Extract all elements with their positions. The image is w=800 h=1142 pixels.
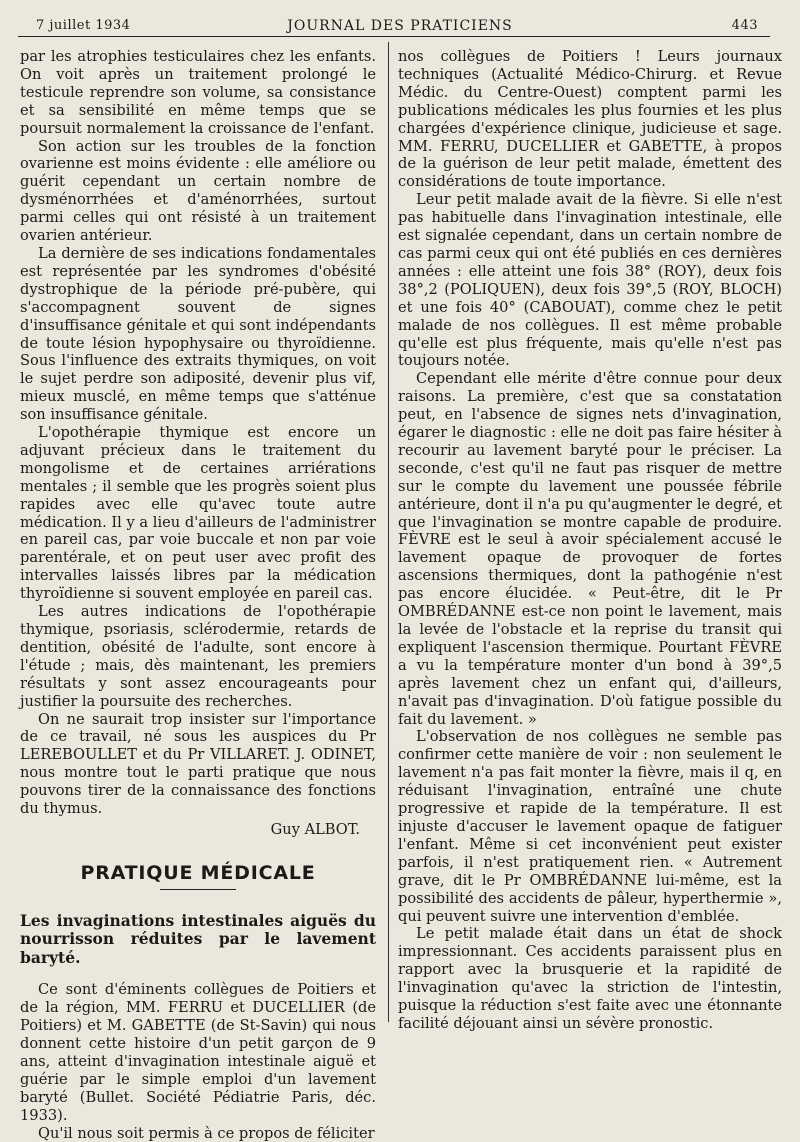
paragraph: Qu'il nous soit permis à ce propos de féliciter (38, 1124, 375, 1142)
paragraph: Ce sont d'éminents collègues de Poitiers et de la région, MM. FERRU et DUCELLIER (de Poitiers) et M. GABETTE (de St-Savin) qui nous donnent cette histoire d'un petit garçon de 9 ans, atteint d'invagination intestinale aiguë et guérie par le simple emploi d'un lavement baryté (Bullet. Société Pédiatrie Paris, déc. 1933). (20, 981, 376, 1124)
section-title: PRATIQUE MÉDICALE (80, 861, 316, 884)
section-title-rule (160, 889, 236, 890)
paragraph: L'observation de nos collègues ne semble pas confirmer cette manière de voir : non seulement le lavement n'a pas fait monter la fièvre, mais il q, en réduisant l'invagination, entraîné une chute progressive et rapide de la température. Il est injuste d'accuser le lavement opaque de fatiguer l'enfant. Même si cet inconvénient peut exister parfois, il n'est pratiquement rien. « Autrement grave, dit le Pr OMBRÉDANNE lui-même, est la possibilité des accidents de pâleur, hyperthermie », qui peuvent suivre une intervention d'emblée. (398, 728, 782, 925)
paragraph: Leur petit malade avait de la fièvre. Si elle n'est pas habituelle dans l'invagination intestinale, elle est signalée cependant, dans un certain nombre de cas parmi ceux qui ont été publiés en ces dernières années : elle atteint une fois 38° (ROY), deux fois 38°,2 (POLIQUEN), deux fois 39°,5 (ROY, BLOCH) et une fois 40° (CABOUAT), comme chez le petit malade de nos collègues. Il est même probable qu'elle est plus fréquente, mais qu'elle n'est pas toujours notée. (398, 191, 782, 370)
paragraph: On ne saurait trop insister sur l'importance de ce travail, né sous les auspices du Pr LEREBOULLET et du Pr VILLARET. J. ODINET, nous montre tout le parti pratique que nous pouvons tirer de la connaissance des fonctions du thymus. (20, 710, 376, 818)
page-number: 443 (731, 18, 758, 33)
right-column (398, 48, 782, 1033)
paragraph: nos collègues de Poitiers ! Leurs journaux techniques (Actualité Médico-Chirurg. et Revue Médic. du Centre-Ouest) comptent parmi les publications médicales les plus fournies et les plus chargées d'expérience clinique, judicieuse et sage. MM. FERRU, DUCELLIER et GABETTE, à propos de la guérison de leur petit malade, émettent des considérations de toute importance. (398, 48, 782, 191)
paragraph: Le petit malade était dans un état de shock impressionnant. Ces accidents paraissent plus en rapport avec la brusquerie et la rapidité de l'invagination qu'avec la striction de l'intestin, puisque la réduction s'est faite avec une étonnante facilité déjouant ainsi un sévère pronostic. (398, 925, 782, 1032)
paragraph: Les autres indications de l'opothérapie thymique, psoriasis, sclérodermie, retards de dentition, obésité de l'adulte, sont encore à l'étude ; mais, dès maintenant, les premiers résultats y sont assez encourageants pour justifier la poursuite des recherches. (20, 603, 376, 710)
paragraph: Cependant elle mérite d'être connue pour deux raisons. La première, c'est que sa constatation peut, en l'absence de signes nets d'invagination, égarer le diagnostic : elle ne doit pas faire hésiter à recourir au lavement baryté pour le préciser. La seconde, c'est qu'il ne faut pas risquer de mettre sur le compte du lavement une poussée fébrile antérieure, dont il n'a pu qu'augmenter le degré, et que l'invagination se montre capable de produire. FÈVRE est le seul à avoir spécialement accusé le lavement opaque de provoquer de fortes ascensions thermiques, dont la pathogénie n'est pas encore élucidée. « Peut-être, dit le Pr OMBRÉDANNE est-ce non point le lavement, mais la levée de l'obstacle et la reprise du transit qui expliquent l'ascension thermique. Pourtant FÈVRE a vu la température monter d'un bond à 39°,5 après lavement chez un enfant qui, d'ailleurs, n'avait pas d'invagination. D'où fatigue possible du fait du lavement. » (398, 370, 782, 728)
paragraph: par les atrophies testiculaires chez les enfants. On voit après un traitement prolongé le testicule reprendre son volume, sa consistance et sa sensibilité en même temps que se poursuit normalement la croissance de l'enfant. (20, 48, 376, 137)
page-header (22, 14, 778, 36)
journal-title: JOURNAL DES PRATICIENS (287, 18, 513, 34)
header-rule (18, 36, 770, 37)
paragraph: La dernière de ses indications fondamentales est représentée par les syndromes d'obésité dystrophique de la période pré-pubère, qui s'accompagnent souvent de signes d'insuffisance génitale et qui sont indépendants de toute lésion hypophysaire ou thyroïdienne. Sous l'influence des extraits thymiques, on voit le sujet perdre son adiposité, devenir plus vif, mieux musclé, en même temps que s'atténue son insuffisance génitale. (20, 244, 376, 424)
paragraph: Son action sur les troubles de la fonction ovarienne est moins évidente : elle améliore ou guérit cependant un certain nombre de dysménorrhées et d'aménorrhées, surtout parmi celles qui ont résisté à un traitement ovarien antérieur. (20, 137, 376, 245)
author-signature: Guy ALBOT. (270, 820, 360, 838)
paragraph: L'opothérapie thymique est encore un adjuvant précieux dans le traitement du mongolisme et de certaines arriérations mentales ; il semble que les progrès soient plus rapides avec elle qu'avec toute autre médication. Il y a lieu d'ailleurs de l'administrer en pareil cas, par voie buccale et non par voie parentérale, et on peut user avec profit des intervalles laissés libres par la médication thyroïdienne si souvent employée en pareil cas. (20, 424, 376, 603)
left-column (20, 48, 376, 1142)
header-date: 7 juillet 1934 (36, 18, 131, 33)
column-separator (388, 42, 389, 1022)
article-title: Les invaginations intestinales aiguës du nourrisson réduites par le lavement baryté. (20, 910, 376, 967)
